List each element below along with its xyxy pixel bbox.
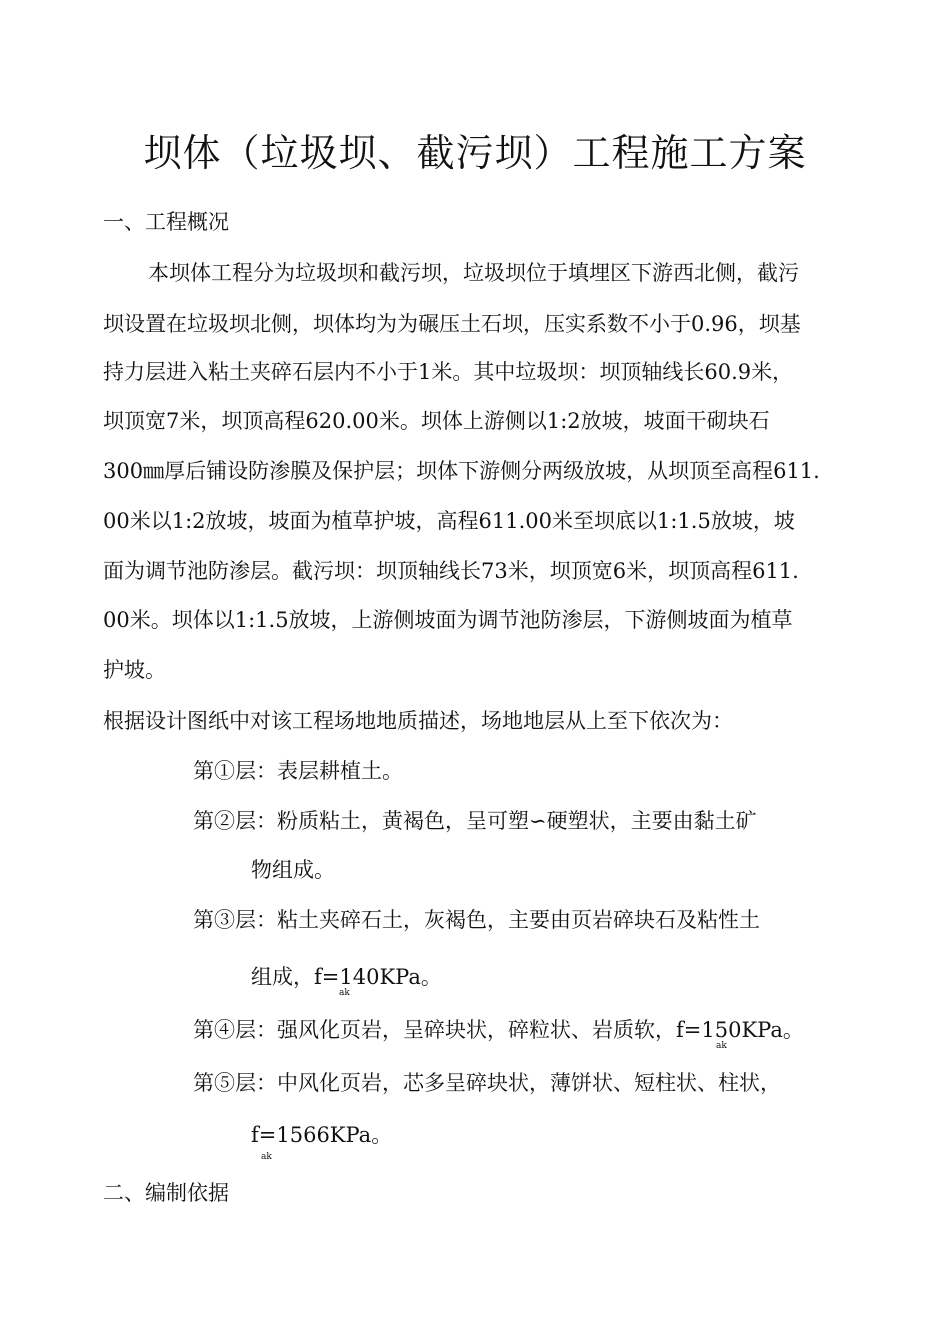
paragraph-line: 坝设置在垃圾坝北侧，坝体均为为碾压土石坝，压实系数不小于0.96，坝基	[103, 312, 801, 336]
paragraph-line: 面为调节池防渗层。截污坝：坝顶轴线长73米，坝顶宽6米，坝顶高程611.	[103, 559, 799, 583]
layer-item: 第⑤层：中风化页岩，芯多呈碎块状，薄饼状、短柱状、柱状，	[193, 1071, 781, 1095]
subscript-ak: ak	[339, 988, 350, 998]
paragraph-line: 00米。坝体以1:1.5放坡，上游侧坡面为调节池防渗层，下游侧坡面为植草	[103, 608, 793, 632]
layer-item-continuation: 组成，f=140KPa。	[251, 965, 442, 989]
subscript-ak: ak	[261, 1152, 272, 1162]
section-heading-overview: 一、工程概况	[103, 210, 229, 234]
paragraph-line: 本坝体工程分为垃圾坝和截污坝，垃圾坝位于填埋区下游西北侧，截污	[148, 261, 799, 285]
layer-item: 第②层：粉质粘土，黄褐色，呈可塑∽硬塑状，主要由黏土矿	[193, 809, 757, 833]
layer-item-continuation: f=1566KPa。	[251, 1123, 393, 1147]
document-title: 坝体（垃圾坝、截污坝）工程施工方案	[143, 131, 807, 175]
layer-item-continuation: 物组成。	[251, 858, 335, 882]
paragraph-line: 300㎜厚后铺设防渗膜及保护层；坝体下游侧分两级放坡，从坝顶至高程611.	[103, 459, 820, 483]
paragraph-line: 护坡。	[103, 658, 166, 682]
paragraph-line: 持力层进入粘土夹碎石层内不小于1米。其中垃圾坝：坝顶轴线长60.9米，	[103, 360, 794, 384]
paragraph-line: 坝顶宽7米，坝顶高程620.00米。坝体上游侧以1:2放坡，坡面干砌块石	[103, 409, 770, 433]
section-heading-basis: 二、编制依据	[103, 1181, 229, 1205]
paragraph-line: 00米以1:2放坡，坡面为植草护坡，高程611.00米至坝底以1:1.5放坡，坡	[103, 509, 795, 533]
subscript-ak: ak	[716, 1041, 727, 1051]
geology-intro: 根据设计图纸中对该工程场地地质描述，场地地层从上至下依次为：	[103, 709, 733, 733]
layer-item: 第①层：表层耕植土。	[193, 759, 403, 783]
layer-item: 第④层：强风化页岩，呈碎块状，碎粒状、岩质软，f=150KPa。	[193, 1018, 804, 1042]
layer-item: 第③层：粘土夹碎石土，灰褐色，主要由页岩碎块石及粘性土	[193, 908, 760, 932]
